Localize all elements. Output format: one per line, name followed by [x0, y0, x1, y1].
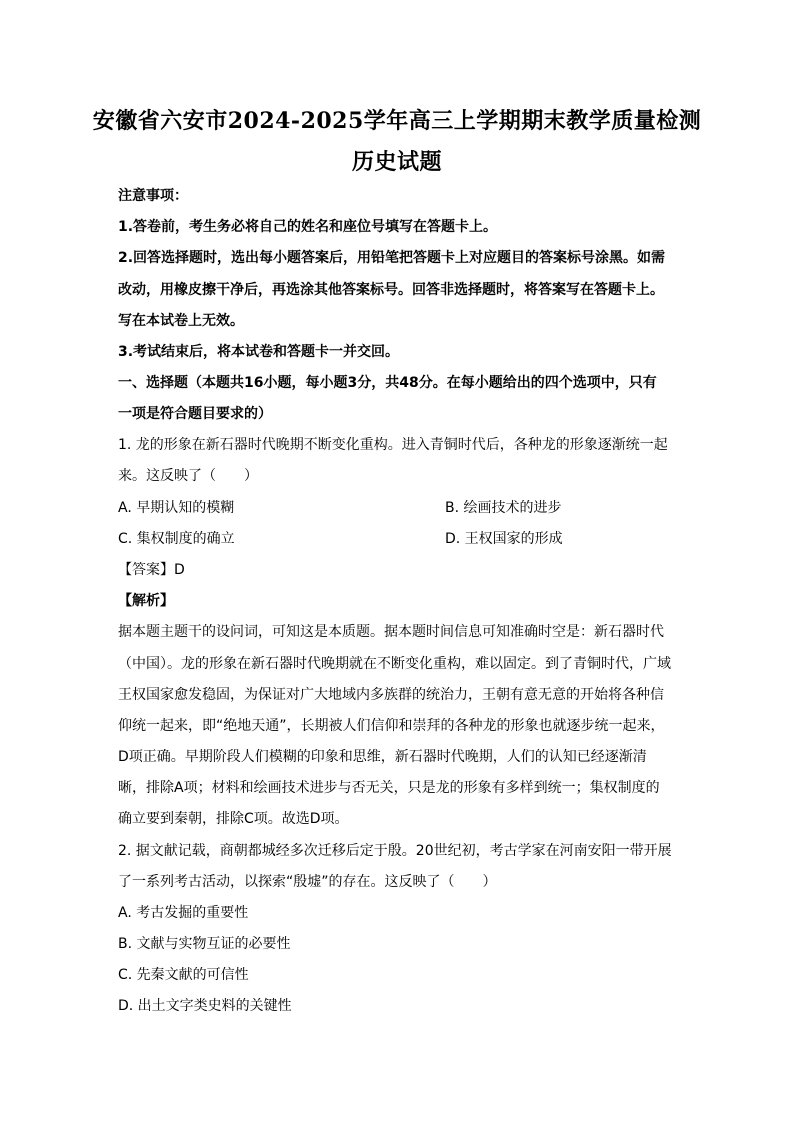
notice-item: 1.答卷前，考生务必将自己的姓名和座位号填写在答题卡上。	[118, 219, 498, 235]
analysis-line: 确立要到秦朝，排除C项。故选D项。	[118, 811, 349, 827]
notice-item: 2.回答选择题时，选出每小题答案后，用铅笔把答题卡上对应题目的答案标号涂黑。如需	[118, 250, 666, 266]
question-1-option-b: B. 绘画技术的进步	[445, 500, 562, 516]
notice-item: 3.考试结束后，将本试卷和答题卡一并交回。	[118, 344, 400, 360]
question-2-option-a: A. 考古发掘的重要性	[118, 905, 249, 921]
question-2-option-b: B. 文献与实物互证的必要性	[118, 936, 291, 952]
analysis-line: 王权国家愈发稳固，为保证对广大地域内多族群的统治力，王朝有意无意的开始将各种信	[118, 687, 664, 703]
document-title: 安徽省六安市2024-2025学年高三上学期期末教学质量检测	[92, 108, 702, 134]
question-2-option-c: C. 先秦文献的可信性	[118, 967, 249, 983]
analysis-line: 据本题主题干的设问词，可知这是本质题。据本题时间信息可知准确时空是：新石器时代	[118, 624, 664, 640]
notice-item: 改动，用橡皮擦干净后，再选涂其他答案标号。回答非选择题时，将答案写在答题卡上。	[118, 282, 664, 298]
notice-heading: 注意事项：	[118, 188, 188, 204]
question-2-stem-cont: 了一系列考古活动，以探索“殷墟”的存在。这反映了（ ）	[118, 874, 497, 890]
question-1-analysis-label: 【解析】	[118, 593, 174, 609]
question-1-stem: 1. 龙的形象在新石器时代晚期不断变化重构。进入青铜时代后，各种龙的形象逐渐统一起	[118, 437, 668, 453]
analysis-line: 仰统一起来，即“绝地天通”，长期被人们信仰和崇拜的各种龙的形象也就逐步统一起来，	[118, 718, 665, 734]
question-1-answer: 【答案】D	[118, 562, 185, 578]
question-1-stem-cont: 来。这反映了（ ）	[118, 468, 258, 484]
question-1-option-c: C. 集权制度的确立	[118, 531, 235, 547]
question-1-option-d: D. 王权国家的形成	[445, 531, 563, 547]
section-heading-cont: 一项是符合题目要求的）	[118, 406, 272, 422]
document-subtitle: 历史试题	[351, 149, 442, 175]
question-2-stem: 2. 据文献记载，商朝都城经多次迁移后定于殷。20世纪初，考古学家在河南安阳一带开展	[118, 843, 672, 859]
notice-item: 写在本试卷上无效。	[118, 313, 244, 329]
analysis-line: 晰，排除A项；材料和绘画技术进步与否无关，只是龙的形象有多样到统一；集权制度的	[118, 780, 660, 796]
question-2-option-d: D. 出土文字类史料的关键性	[118, 998, 292, 1014]
question-1-option-a: A. 早期认知的模糊	[118, 500, 235, 516]
section-heading: 一、选择题（本题共16小题，每小题3分，共48分。在每小题给出的四个选项中，只有	[118, 375, 657, 391]
analysis-line: （中国）。龙的形象在新石器时代晚期就在不断变化重构，难以固定。到了青铜时代，广域	[118, 656, 671, 672]
analysis-line: D项正确。早期阶段人们模糊的印象和思维，新石器时代晚期，人们的认知已经逐渐清	[118, 749, 647, 765]
